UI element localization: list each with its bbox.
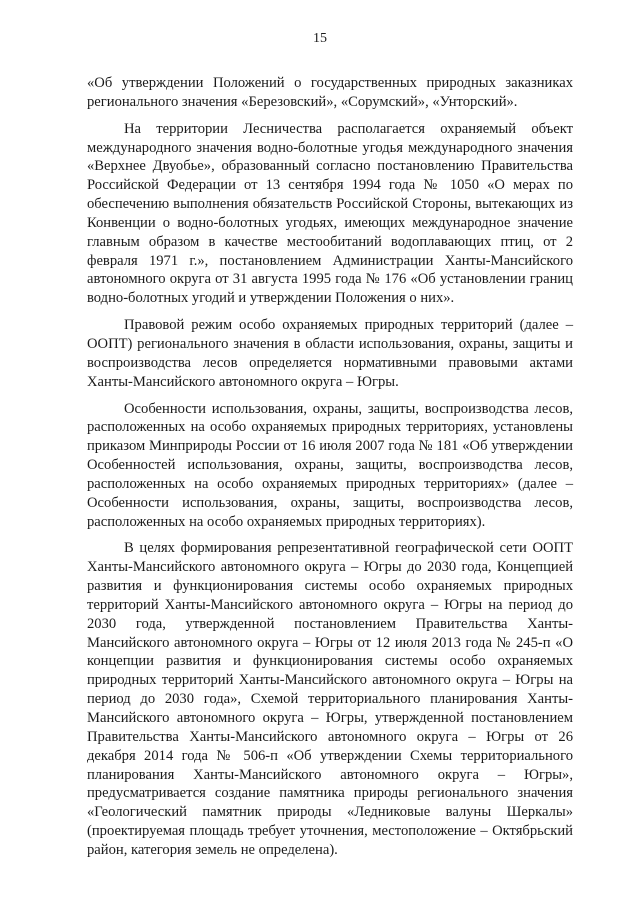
paragraph-decree-continuation: «Об утверждении Положений о государственных природных заказниках регионального значения «Березовский», «Сорумский», «Унторский».	[87, 75, 573, 110]
body-text	[87, 74, 573, 868]
paragraph-network-planning: В целях формирования репрезентативной географической сети ООПТ Ханты-Мансийского автономного округа – Югры до 2030 года, Концепцией развития и функционирования системы особо охраняемых природных территорий Ханты-Мансийского автономного округа – Югры на период до 2030 года, утвержденной постановлением Правительства Ханты-Мансийского автономного округа – Югры от 12 июля 2013 года № 245-п «О концепции развития и функционирования системы особо охраняемых природных территорий Ханты-Мансийского автономного округа – Югры на период до 2030 года», Схемой территориального планирования Ханты-Мансийского автономного округа – Югры, утвержденной постановлением Правительства Ханты-Мансийского автономного округа – Югры от 26 декабря 2014 года № 506-п «Об утверждении Схемы территориального планирования Ханты-Мансийского автономного округа – Югры», предусматривается создание памятника природы регионального значения «Геологический памятник природы «Ледниковые валуны Шеркалы» (проектируемая площадь требует уточнения, местоположение – Октябрьский район, категория земель не определена).	[87, 540, 573, 858]
paragraph-legal-regime: Правовой режим особо охраняемых природных территорий (далее – ООПТ) регионального значения в области использования, охраны, защиты и воспроизводства лесов определяется нормативными правовыми актами Ханты-Мансийского автономного округа – Югры.	[87, 317, 573, 390]
paragraph-usage-features: Особенности использования, охраны, защиты, воспроизводства лесов, расположенных на особо охраняемых природных территориях, установлены приказом Минприроды России от 16 июля 2007 года № 181 «Об утверждении Особенностей использования, охраны, защиты, воспроизводства лесов, расположенных на особо охраняемых природных территориях» (далее – Особенности использования, охраны, защиты, воспроизводства лесов, расположенных на особо охраняемых природных территориях).	[87, 400, 573, 530]
paragraph-wetlands: На территории Лесничества располагается охраняемый объект международного значения водно-болотные угодья международного значения «Верхнее Двуобье», образованный согласно постановлению Правительства Российской Федерации от 13 сентября 1994 года № 1050 «О мерах по обеспечению выполнения обязательств Российской Стороны, вытекающих из Конвенции о водно-болотных угодьях, имеющих международное значение главным образом в качестве местообитаний водоплавающих птиц, от 2 февраля 1971 г.», постановлением Администрации Ханты-Мансийского автономного округа от 31 августа 1995 года № 176 «Об установлении границ водно-болотных угодий и утверждении Положения о них».	[87, 120, 573, 307]
page-number: 15	[313, 31, 327, 46]
